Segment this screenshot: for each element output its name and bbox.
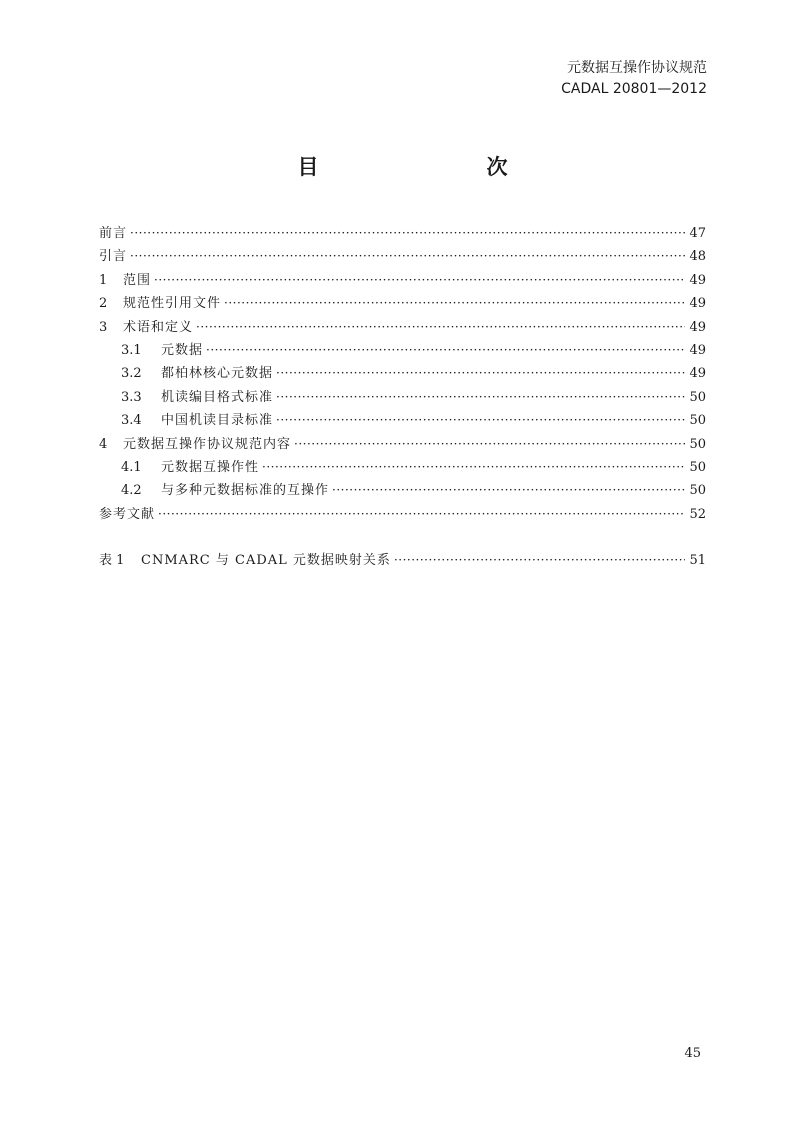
toc-entry-label: 元数据互操作性 [161, 459, 260, 475]
toc-entry[interactable] [99, 222, 706, 245]
toc-entry-label: 术语和定义 [123, 319, 194, 335]
toc-entry-number: 4 [99, 436, 108, 452]
toc-entry-page: 47 [689, 226, 706, 241]
leader-dots [276, 362, 685, 385]
toc-title: 目 次 [297, 155, 550, 179]
list-of-tables [99, 549, 706, 572]
toc-entry[interactable] [99, 292, 706, 315]
toc-entry-number: 4.2 [121, 483, 142, 499]
toc-entry-page: 49 [689, 296, 706, 312]
leader-dots [130, 245, 685, 268]
table-of-contents [99, 222, 706, 526]
toc-entry[interactable] [99, 362, 706, 385]
toc-entry-page: 49 [689, 272, 706, 288]
toc-entry-number: 4.1 [121, 459, 142, 475]
toc-entry-number: 3.4 [121, 413, 142, 429]
toc-entry-page: 48 [689, 249, 706, 265]
leader-dots [262, 456, 685, 479]
toc-entry-label: 范围 [123, 272, 152, 288]
toc-entry-label: 与多种元数据标准的互操作 [161, 483, 330, 499]
leader-dots [130, 222, 685, 245]
toc-entry[interactable] [99, 503, 706, 526]
leader-dots [276, 409, 685, 432]
toc-entry[interactable] [99, 386, 706, 409]
leader-dots [276, 386, 685, 409]
leader-dots [158, 503, 685, 526]
toc-entry-number: 3.3 [121, 389, 142, 405]
toc-entry[interactable] [99, 433, 706, 456]
toc-entry[interactable] [99, 409, 706, 432]
leader-dots [394, 549, 686, 572]
toc-entry-number: 1 [99, 272, 108, 288]
running-header-title: 元数据互操作协议规范 [567, 60, 707, 76]
toc-entry-page: 50 [689, 436, 706, 452]
toc-entry-label: 元数据 [161, 342, 204, 358]
toc-entry-page: 50 [689, 459, 706, 475]
toc-entry-number: 3 [99, 319, 108, 335]
running-header-code: CADAL 20801—2012 [561, 81, 707, 97]
toc-entry-page: 52 [689, 506, 706, 522]
toc-entry-page: 50 [689, 413, 706, 429]
leader-dots [224, 292, 685, 315]
toc-entry-page: 49 [689, 366, 706, 382]
leader-dots [206, 339, 685, 362]
toc-entry-label: 都柏林核心元数据 [161, 366, 274, 382]
toc-entry-label: 机读编目格式标准 [161, 389, 274, 405]
leader-dots [196, 316, 685, 339]
table-list-entry[interactable] [99, 549, 706, 572]
toc-entry[interactable] [99, 316, 706, 339]
leader-dots [154, 269, 685, 292]
toc-entry-page: 49 [689, 319, 706, 335]
toc-entry-label: 引言 [99, 249, 128, 265]
toc-entry[interactable] [99, 339, 706, 362]
toc-entry[interactable] [99, 245, 706, 268]
toc-entry-label: 前言 [99, 226, 128, 241]
toc-entry-number: 3.2 [121, 366, 142, 382]
toc-entry-label: 中国机读目录标准 [161, 413, 274, 429]
toc-entry-page: 50 [689, 389, 706, 405]
leader-dots [294, 433, 685, 456]
toc-entry-number: 3.1 [121, 342, 142, 358]
toc-entry-page: 49 [689, 342, 706, 358]
toc-entry[interactable] [99, 479, 706, 502]
toc-entry[interactable] [99, 269, 706, 292]
page-number: 45 [684, 1046, 701, 1061]
toc-entry-number: 2 [99, 296, 108, 312]
toc-entry-label: 元数据互操作协议规范内容 [123, 436, 292, 452]
toc-entry-label: CNMARC 与 CADAL 元数据映射关系 [141, 553, 391, 568]
toc-entry-number: 表 1 [99, 553, 125, 568]
toc-entry-page: 51 [689, 553, 706, 568]
leader-dots [332, 479, 685, 502]
toc-entry[interactable] [99, 456, 706, 479]
toc-entry-label: 参考文献 [99, 506, 156, 522]
toc-entry-label: 规范性引用文件 [123, 296, 222, 312]
toc-entry-page: 50 [689, 483, 706, 499]
